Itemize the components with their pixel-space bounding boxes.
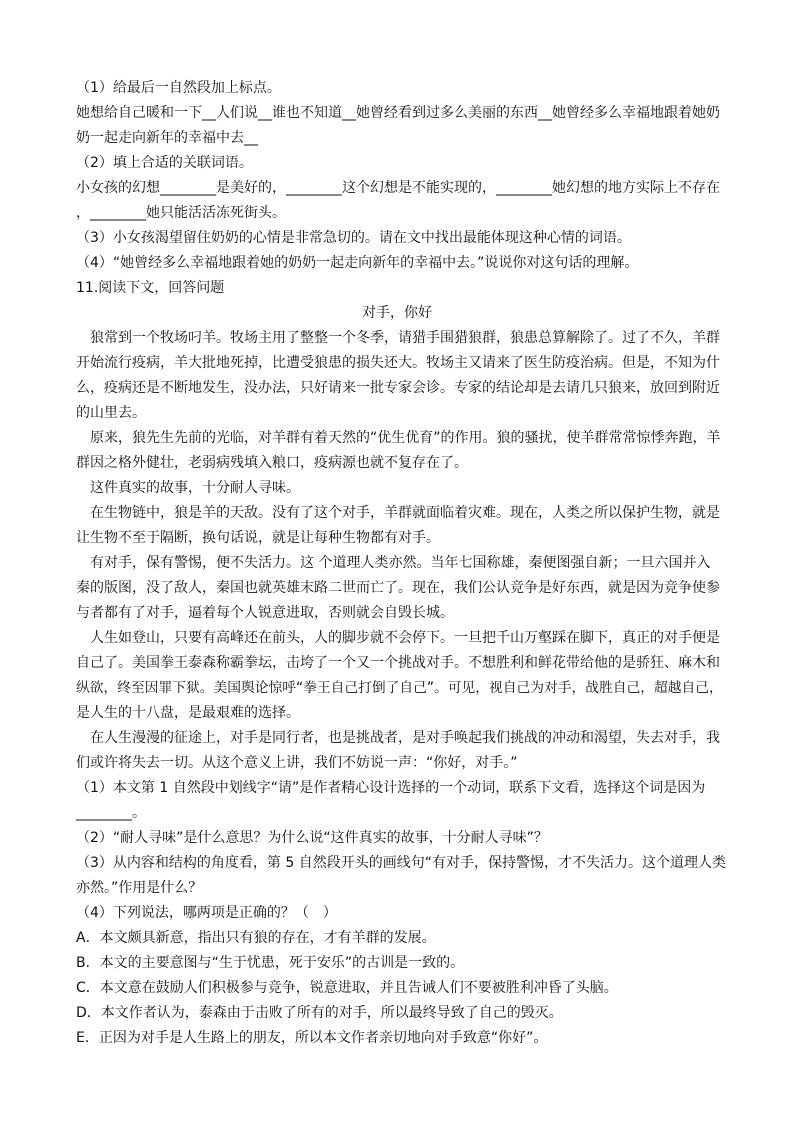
para5-line1: 有对手，保有警惕，便不失活力。这 个道理人类亦然。当年七国称雄，秦便图强自新；一旦六国并入 (90, 555, 711, 571)
sub-question-2: （2）“耐人寻味”是什么意思？为什么说“这件真实的故事，十分耐人寻味”？ (76, 830, 548, 846)
passage-title: 对手，你好 (362, 305, 432, 321)
para5-line2: 秦的版图，没了敌人，秦国也就英雄末路二世而亡了。现在，我们公认竞争是好东西，就是因为竞争使参 (76, 580, 720, 596)
option-c: C．本文意在鼓励人们积极参与竞争，锐意进取，并且告诫人们不要被胜利冲昏了头脑。 (76, 980, 618, 996)
q10-sub1: （1）给最后一自然段加上标点。 (76, 80, 281, 96)
option-e: E．正因为对手是人生路上的朋友，所以本文作者亲切地向对手致意“你好”。 (76, 1030, 548, 1046)
q10-sub3: （3）小女孩渴望留住奶奶的心情是非常急切的。请在文中找出最能体现这种心情的词语。 (76, 230, 631, 246)
q10-sub4: （4）“她曾经多么幸福地跟着她的奶奶一起走向新年的幸福中去。”说说你对这句话的理解。 (76, 255, 639, 271)
para6-line2: 自己了。美国拳王泰森称霸拳坛，击垮了一个又一个挑战对手。不想胜利和鲜花带给他的是骄狂、麻木和 (76, 655, 720, 671)
para4-line1: 在生物链中，狼是羊的天敌。没有了这个对手，羊群就面临着灾难。现在，人类之所以保护生物，就是 (90, 505, 720, 521)
sub-question-1-line2: ________。 (76, 805, 146, 821)
para2-line1: 原来，狼先生先前的光临，对羊群有着天然的“优生优育”的作用。狼的骚扰，使羊群常常惊悸奔跑，羊 (90, 430, 721, 446)
para4-line2: 让生物不至于隔断，换句话说，就是让每种生物都有对手。 (76, 530, 440, 546)
para6-line3: 纵欲，终至因罪下狱。美国舆论惊呼“拳王自己打倒了自己”。可见，视自己为对手，战胜自己，超越自己， (76, 680, 723, 696)
sub-question-3-line2: 亦然。”作用是什么？ (76, 880, 203, 896)
q10-sub1-text-line2: 奶一起走向新年的幸福中去__ (76, 130, 258, 146)
q10-sub2-text-line1: 小女孩的幻想________是美好的，________这个幻想是不能实现的，________她幻想的地方实际上不存在 (76, 180, 720, 196)
q11-heading: 11.阅读下文，回答问题 (76, 280, 225, 296)
q10-sub1-text-line1: 她想给自己暖和一下__人们说__谁也不知道__她曾经看到过多么美丽的东西__她曾经多么幸福地跟着她奶 (76, 105, 720, 121)
option-a: A．本文颇具新意，指出只有狼的存在，才有羊群的发展。 (76, 930, 436, 946)
option-d: D．本文作者认为，泰森由于击败了所有的对手，所以最终导致了自己的毁灭。 (76, 1005, 563, 1021)
option-b: B．本文的主要意图与“生于忧患，死于安乐”的古训是一致的。 (76, 955, 465, 971)
para3: 这件真实的故事，十分耐人寻味。 (90, 480, 300, 496)
sub-question-1-line1: （1）本文第 1 自然段中划线字“请”是作者精心设计选择的一个动词，联系下文看，选择这个词是因为 (76, 780, 706, 796)
para6-line4: 是人生的十八盘，是最艰难的选择。 (76, 705, 300, 721)
para5-line3: 与者都有了对手，逼着每个人锐意进取，否则就会自毁长城。 (76, 605, 454, 621)
para7-line1: 在人生漫漫的征途上，对手是同行者，也是挑战者，是对手唤起我们挑战的冲动和渴望，失去对手，我 (90, 730, 720, 746)
q10-sub2-text-line2: ，________她只能活活冻死街头。 (76, 205, 286, 221)
para7-line2: 们或许将失去一切。从这个意义上讲，我们不妨说一声：“你好，对手。” (76, 755, 518, 771)
para1-line1: 狼常到一个牧场叼羊。牧场主用了整整一个冬季，请猎手围猎狼群，狼患总算解除了。过了不久，羊群 (90, 330, 720, 346)
para1-line3: 么，疫病还是不断地发生，没办法，只好请来一批专家会诊。专家的结论却是去请几只狼来，放回到附近 (76, 380, 720, 396)
para2-line2: 群因之格外健壮，老弱病残填入粮口，疫病源也就不复存在了。 (76, 455, 468, 471)
sub-question-3-line1: （3）从内容和结构的角度看，第 5 自然段开头的画线句“有对手，保持警惕，才不失活力。这个道理人类 (76, 855, 726, 871)
para6-line1: 人生如登山，只要有高峰还在前头，人的脚步就不会停下。一旦把千山万壑踩在脚下，真正的对手便是 (90, 630, 720, 646)
q10-sub2: （2）填上合适的关联词语。 (76, 155, 253, 171)
para1-line2: 开始流行疫病，羊大批地死掉，比遭受狼患的损失还大。牧场主又请来了医生防疫治病。但是，不知为什 (76, 355, 720, 371)
sub-question-4: （4）下列说法，哪两项是正确的？（ ） (76, 905, 337, 921)
para1-line4: 的山里去。 (76, 405, 146, 421)
